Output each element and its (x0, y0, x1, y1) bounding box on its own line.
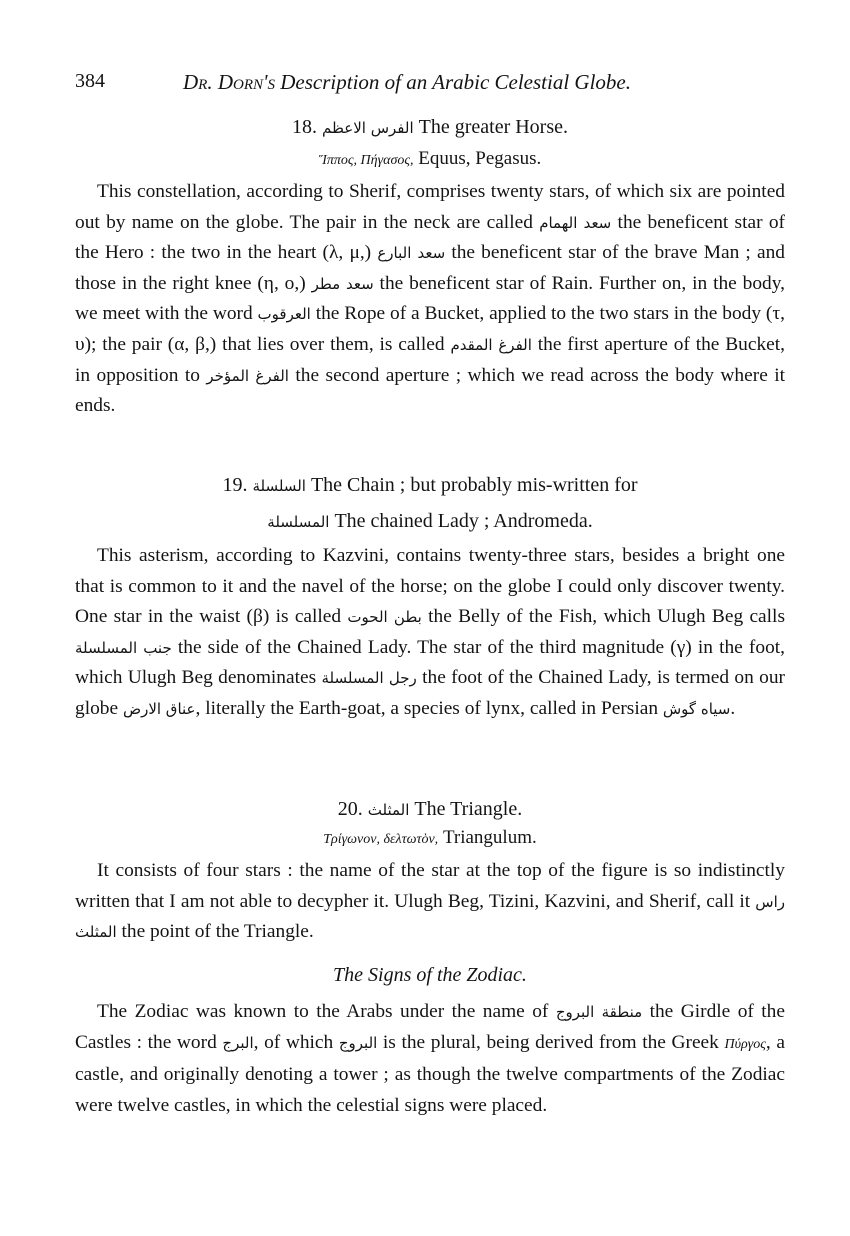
section-20-heading: 20. المثلث The Triangle. (337, 798, 523, 820)
arabic-term: عناق الارض (122, 699, 196, 718)
arabic-term: السلسلة (252, 477, 306, 495)
arabic-term: الفرغ المقدم (450, 335, 532, 354)
section-19-subheading: المسلسلة The chained Lady ; Andromeda. (267, 510, 593, 532)
arabic-term: سیاه گوش (662, 699, 731, 718)
section-18-heading: 18. الفرس الاعظم The greater Horse. (291, 116, 568, 138)
section-18-classical-names (75, 148, 785, 170)
arabic-term: الفرغ المؤخر (206, 366, 289, 385)
arabic-term: راس المثلث (75, 892, 785, 942)
zodiac-paragraph: The Zodiac was known to the Arabs under the name of منطقة البروج the Girdle of the Castles : the word البرج, of which البروج is the plural, being derived from the Greek Πύργος, a castle, and originally denoting a tower ; as though the twelve compartments of the Zodiac were twelve castles, in which the celestial signs were placed. (75, 1001, 785, 1116)
greek-names: Τρίγωνον, δελτωτὸν, (323, 832, 439, 847)
arabic-term: المسلسلة (267, 513, 330, 531)
greek-names: Ἵππος, Πήγασος, (318, 153, 414, 168)
section-20-paragraph: It consists of four stars : the name of the star at the top of the figure is so indistinctly written that I am not able to decypher it. Ulugh Beg, Tizini, Kazvini, and Sherif, call it راس المثلث the point of the Triangle. (75, 860, 785, 943)
section-20-classical-names (75, 827, 785, 849)
arabic-term: العرقوب (257, 305, 311, 324)
running-title-author: Dr. Dorn's (183, 70, 275, 94)
arabic-term: رجل المسلسلة (321, 669, 417, 688)
page-number: 384 (75, 70, 105, 92)
latin-names: Equus, Pegasus. (418, 148, 542, 169)
section-19-paragraph: This asterism, according to Kazvini, contains twenty-three stars, besides a bright one that is common to it and the navel of the horse; on the globe I could only discover twenty. One star in the waist (β) is called بطن الحوت the Belly of the Fish, which Ulugh Beg calls جنب المسلسلة the side of the Chained Lady. The star of the third magnitude (γ) in the foot, which Ulugh Beg denominates رجل المسلسلة the foot of the Chained Lady, is termed on our globe عناق الارض, literally the Earth-goat, a species of lynx, called in Persian سیاه گوش. (75, 545, 785, 719)
arabic-term: سعد الهمام (539, 213, 612, 232)
arabic-term: منطقة البروج (555, 1003, 643, 1021)
running-header (75, 70, 785, 100)
running-title (183, 70, 631, 95)
arabic-term: سعد البارع (377, 244, 446, 263)
running-title-text: Description of an Arabic Celestial Globe. (275, 70, 631, 94)
arabic-term: البرج (222, 1033, 254, 1052)
arabic-term: الفرس الاعظم (321, 119, 414, 137)
section-19-heading: 19. السلسلة The Chain ; but probably mis-written for (222, 474, 638, 496)
arabic-term: بطن الحوت (347, 608, 422, 627)
arabic-term: البروج (338, 1033, 378, 1052)
arabic-term: المثلث (367, 801, 410, 819)
arabic-term: سعد مطر (311, 274, 374, 293)
section-18-paragraph: This constellation, according to Sherif, comprises twenty stars, of which six are pointed out by name on the globe. The pair in the neck are called سعد الهمام the beneficent star of the Hero : the two in the heart (λ, μ,) سعد البارع the beneficent star of the brave Man ; and those in the right knee (η, ο,) سعد مطر the beneficent star of Rain. Further on, in the body, we meet with the word العرقوب the Rope of a Bucket, applied to the two stars in the body (τ, υ); the pair (α, β,) that lies over them, is called الفرغ المقدم the first aperture of the Bucket, in opposition to الفرغ المؤخر the second aperture ; which we read across the body where it ends. (75, 181, 786, 417)
zodiac-section-title: The Signs of the Zodiac. (333, 964, 527, 986)
arabic-term: جنب المسلسلة (75, 638, 172, 657)
latin-names: Triangulum. (442, 827, 537, 848)
greek-term: Πύργος (724, 1036, 766, 1052)
